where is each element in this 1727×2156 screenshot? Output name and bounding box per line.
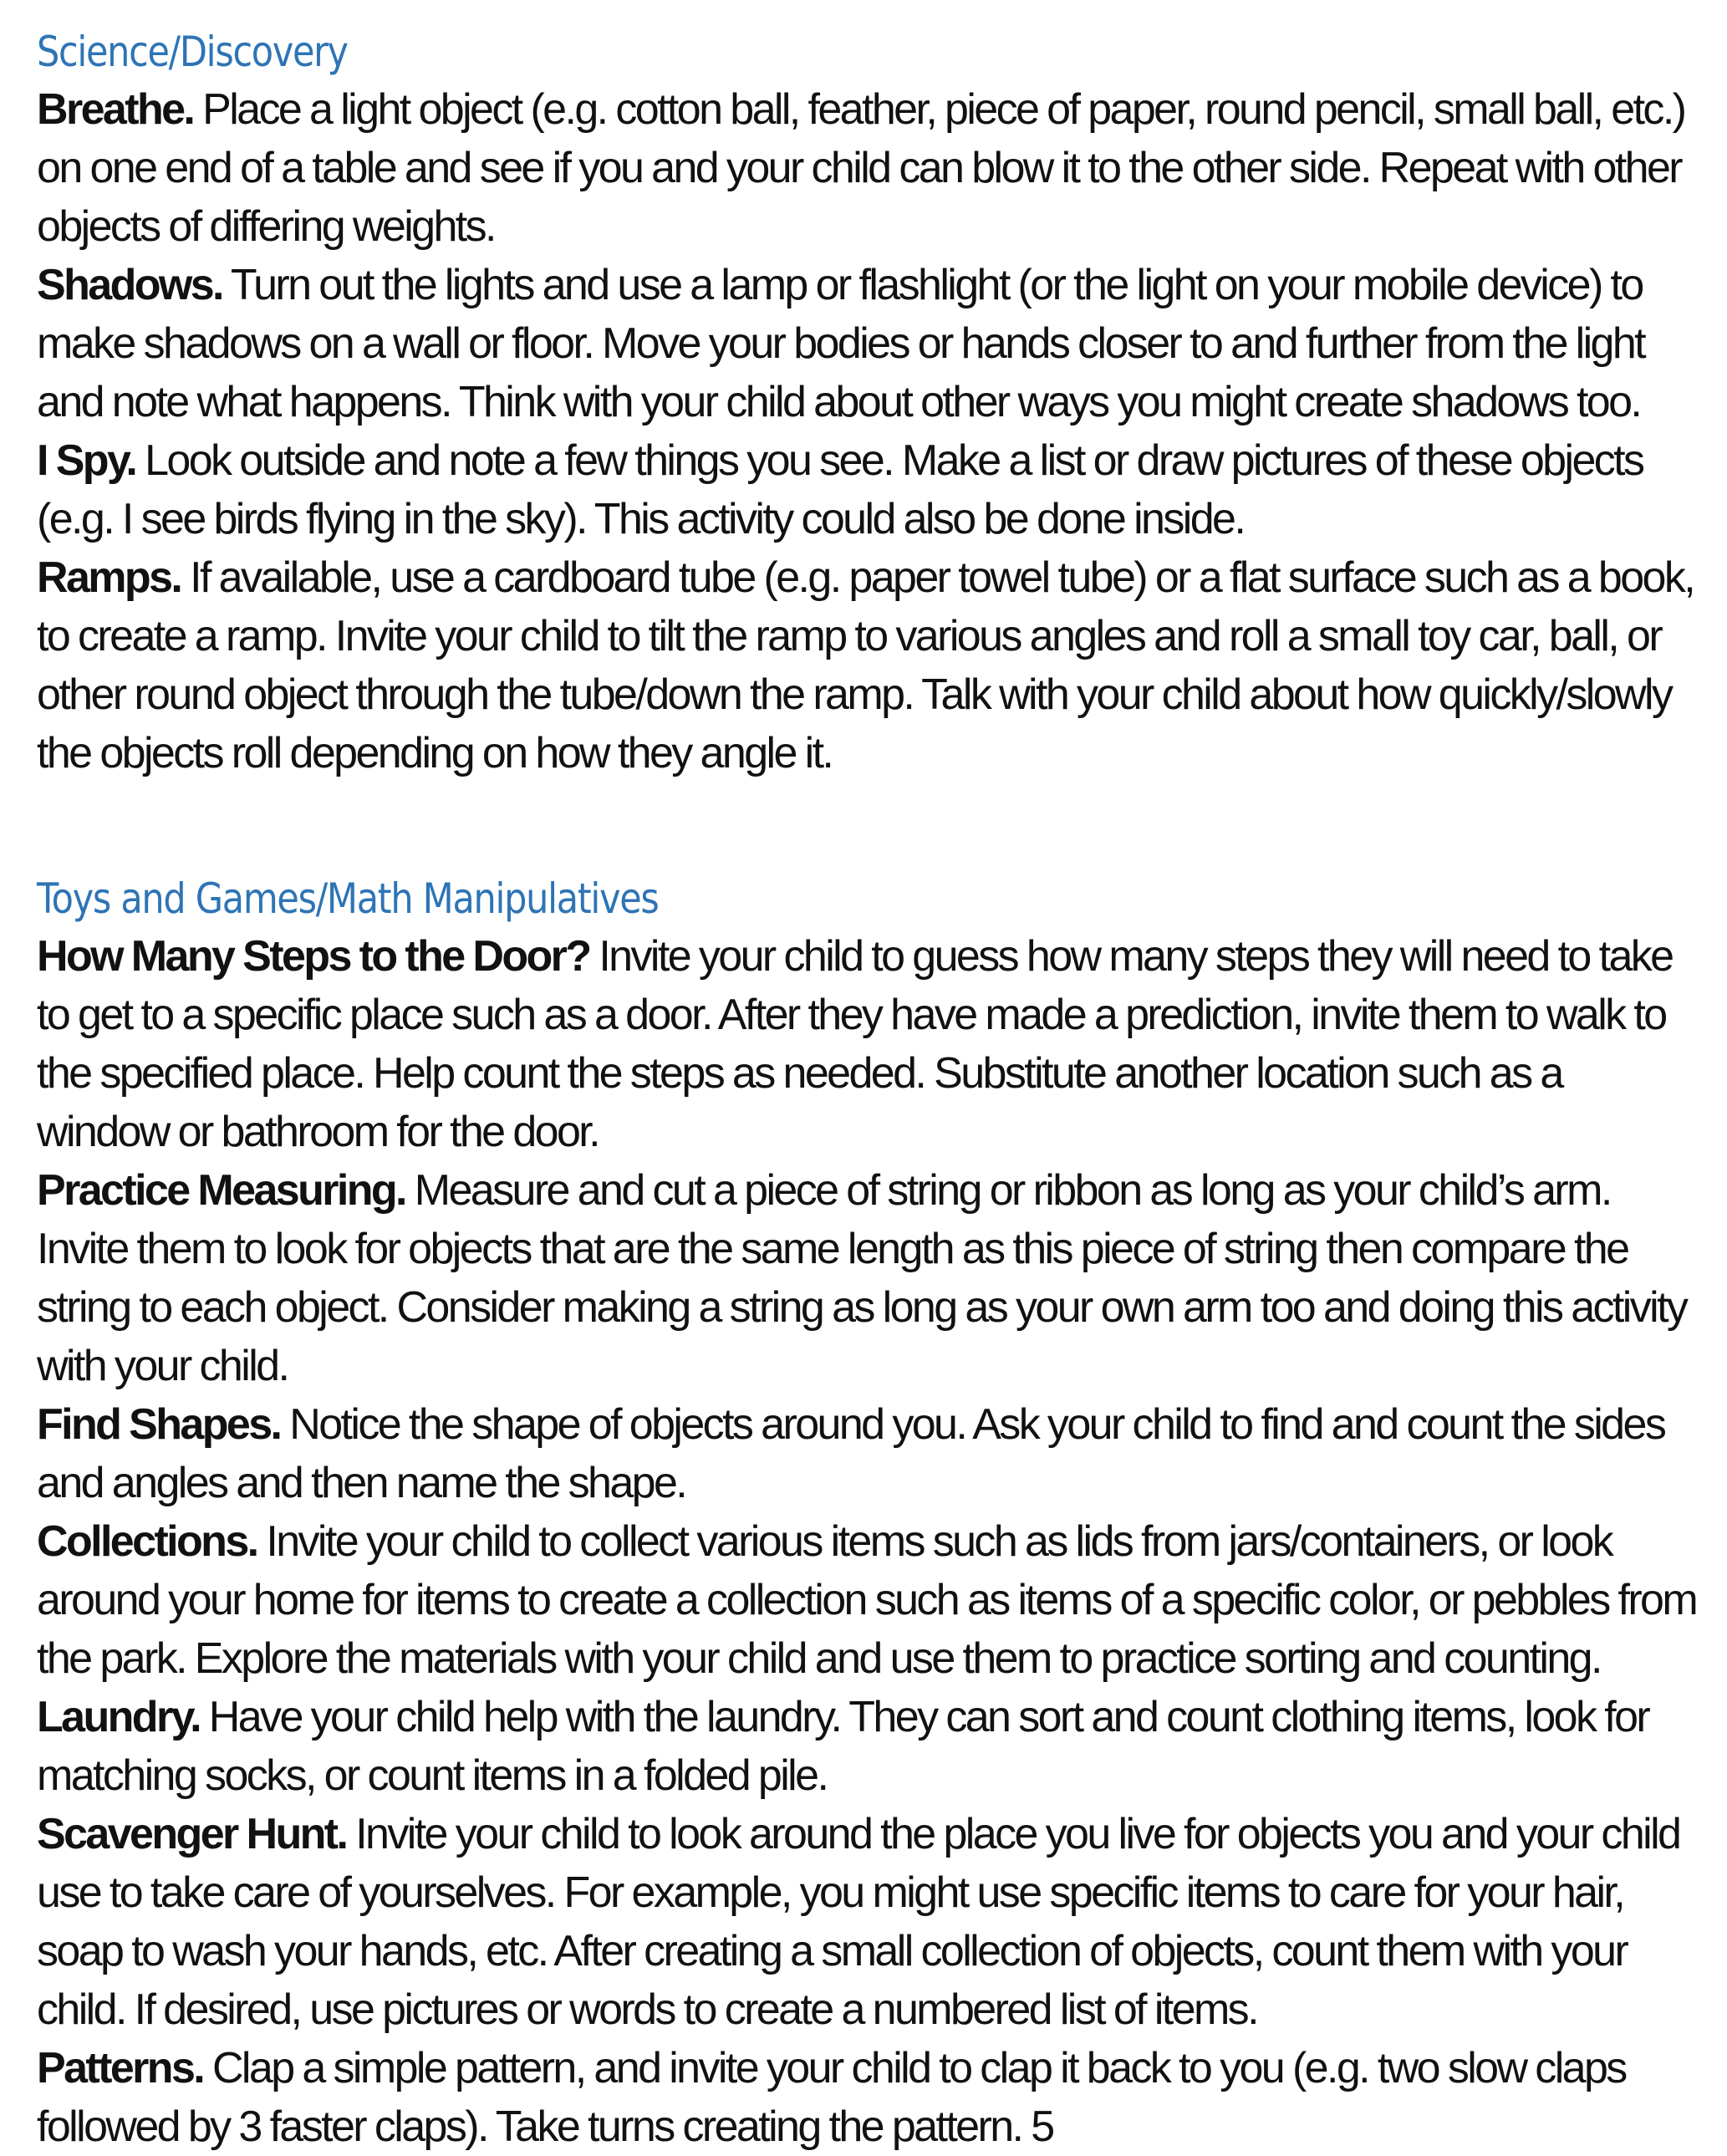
activity-title: I Spy. [37,436,136,485]
activity-collections [37,1512,1700,1688]
document-page [37,23,1700,2156]
activity-title: Patterns. [37,2044,204,2092]
activity-title: Collections. [37,1517,257,1566]
section-spacer [37,782,1700,870]
activity-description: Place a light object (e.g. cotton ball, feather, piece of paper, round pencil, small ball, etc.) on one end of a table and see if you and your child can blow it to the other side. Repeat with other objects of differing weights. [37,85,1685,251]
section-heading: Toys and Games/Math Manipulatives [37,874,659,923]
section-heading: Science/Discovery [37,28,348,76]
activity-description: Notice the shape of objects around you. Ask your child to find and count the sides and angles and then name the shape. [37,1400,1665,1507]
activity-ramps [37,548,1700,782]
activity-shadows [37,256,1700,431]
activity-description: Invite your child to collect various items such as lids from jars/containers, or look around your home for items to create a collection such as items of a specific color, or pebbles from the park. Explore the materials with your child and use them to practice sorting and counting. [37,1517,1697,1683]
activity-title: Ramps. [37,553,181,602]
activity-find-shapes [37,1395,1700,1512]
activity-description: Invite your child to look around the place you live for objects you and your child use to take care of yourselves. For example, you might use specific items to care for your hair, soap to wash your hands, etc. After creating a small collection of objects, count them with your child. If desired, use pictures or words to create a numbered list of items. [37,1810,1680,2034]
activity-title: Breathe. [37,85,194,134]
activity-title: Scavenger Hunt. [37,1810,347,1858]
activity-description: If available, use a cardboard tube (e.g. paper towel tube) or a flat surface such as a book, to create a ramp. Invite your child to tilt the ramp to various angles and roll a small toy car, ball, or other round object through the tube/down the ramp. Talk with your child about how quickly/slowly the objects roll depending on how they angle it. [37,553,1694,777]
page-number: 5 [1031,2102,1056,2151]
toys-games-math-section [37,870,1700,2156]
activity-description: Have your child help with the laundry. They can sort and count clothing items, look for matching socks, or count items in a folded pile. [37,1693,1649,1800]
activity-title: Find Shapes. [37,1400,281,1449]
activity-description: Measure and cut a piece of string or ribbon as long as your child’s arm. Invite them to look for objects that are the same length as this piece of string then compare the string to each object. Consider making a string as long as your own arm too and doing this activity with your child. [37,1166,1687,1390]
activity-title: Shadows. [37,261,222,309]
activity-laundry [37,1688,1700,1805]
activity-title: Laundry. [37,1693,200,1741]
activity-how-many-steps [37,927,1700,1161]
activity-description: Look outside and note a few things you see. Make a list or draw pictures of these objects (e.g. I see birds flying in the sky). This activity could also be done inside. [37,436,1643,543]
science-discovery-section [37,23,1700,782]
activity-i-spy [37,431,1700,548]
activity-patterns [37,2039,1700,2156]
activity-description: Turn out the lights and use a lamp or flashlight (or the light on your mobile device) to make shadows on a wall or floor. Move your bodies or hands closer to and further from the light and note what happens. Think with your child about other ways you might create shadows too. [37,261,1645,426]
activity-title: Practice Measuring. [37,1166,405,1215]
activity-description: Invite your child to guess how many steps they will need to take to get to a specific place such as a door. After they have made a prediction, invite them to walk to the specified place. Help count the steps as needed. Substitute another location such as a window or bathroom for the door. [37,932,1673,1156]
activity-title: How Many Steps to the Door? [37,932,590,981]
activity-scavenger-hunt [37,1805,1700,2039]
activity-breathe [37,80,1700,256]
activity-practice-measuring [37,1161,1700,1395]
activity-description: Clap a simple pattern, and invite your child to clap it back to you (e.g. two slow claps followed by 3 faster claps). Take turns creating the pattern. [37,2044,1626,2151]
